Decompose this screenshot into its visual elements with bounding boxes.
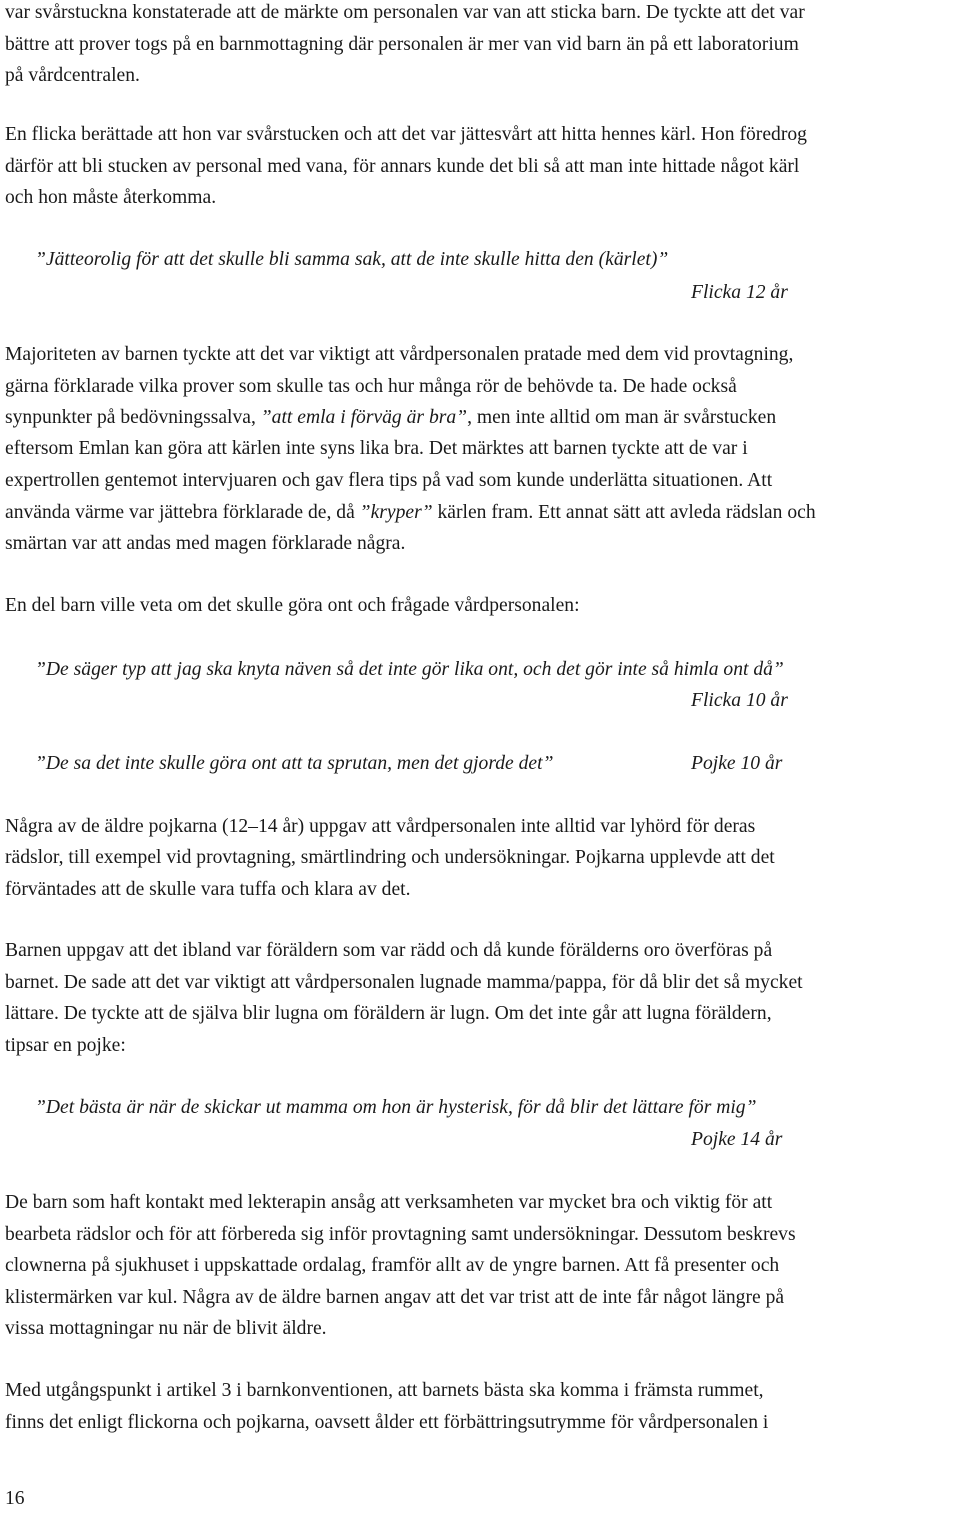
- paragraph-line: barnet. De sade att det var viktigt att vårdpersonalen lugnade mamma/pappa, för då blir det så mycket: [5, 972, 803, 993]
- block-quote: ”Jätteorolig för att det skulle bli samma sak, att de inte skulle hitta den (kärlet)”: [35, 249, 669, 270]
- paragraph-line: eftersom Emlan kan göra att kärlen inte syns lika bra. Det märktes att barnen tyckte att de var i: [5, 438, 748, 459]
- text-run: , men inte alltid om man är svårstucken: [467, 407, 777, 428]
- block-quote: ”De sa det inte skulle göra ont att ta sprutan, men det gjorde det”: [35, 753, 554, 774]
- paragraph-line: rädslor, till exempel vid provtagning, smärtlindring och undersökningar. Pojkarna upplevde att det: [5, 847, 775, 868]
- paragraph-line: tipsar en pojke:: [5, 1035, 126, 1056]
- paragraph-line: Några av de äldre pojkarna (12–14 år) uppgav att vårdpersonalen inte alltid var lyhörd för deras: [5, 816, 756, 837]
- paragraph-line: på vårdcentralen.: [5, 65, 140, 86]
- quote-attribution: Pojke 14 år: [691, 1129, 783, 1150]
- paragraph-line: En flicka berättade att hon var svårstucken och att det var jättesvårt att hitta hennes kärl. Hon föredrog: [5, 124, 807, 145]
- paragraph-line: klistermärken var kul. Några av de äldre barnen angav att det var trist att de inte får något längre på: [5, 1287, 785, 1308]
- paragraph-line: [5, 403, 776, 433]
- paragraph-line: därför att bli stucken av personal med vana, för annars kunde det bli så att man inte hittade något kärl: [5, 156, 800, 177]
- quote-attribution: Flicka 10 år: [691, 690, 788, 711]
- paragraph-line: gärna förklarade vilka prover som skulle tas och hur många rör de behövde ta. De hade också: [5, 376, 737, 397]
- inline-quote: ”att emla i förväg är bra”: [260, 407, 468, 428]
- paragraph-line: finns det enligt flickorna och pojkarna, oavsett ålder ett förbättringsutrymme för vårdpersonalen i: [5, 1412, 769, 1433]
- page-number: 16: [5, 1488, 25, 1509]
- paragraph-line: och hon måste återkomma.: [5, 187, 217, 208]
- paragraph-line: förväntades att de skulle vara tuffa och klara av det.: [5, 879, 411, 900]
- paragraph-line: En del barn ville veta om det skulle göra ont och frågade vårdpersonalen:: [5, 595, 580, 616]
- paragraph-line: vissa mottagningar nu när de blivit äldre.: [5, 1318, 327, 1339]
- paragraph-line: bättre att prover togs på en barnmottagning där personalen är mer van vid barn än på ett laboratorium: [5, 34, 799, 55]
- paragraph-line: Med utgångspunkt i artikel 3 i barnkonventionen, att barnets bästa ska komma i främsta rummet,: [5, 1380, 764, 1401]
- paragraph-line: Majoriteten av barnen tyckte att det var viktigt att vårdpersonalen pratade med dem vid provtagning,: [5, 344, 794, 365]
- paragraph-line: smärtan var att andas med magen förklarade några.: [5, 533, 406, 554]
- paragraph-line: De barn som haft kontakt med lekterapin ansåg att verksamheten var mycket bra och viktig för att: [5, 1192, 773, 1213]
- paragraph-line: Barnen uppgav att det ibland var föräldern som var rädd och då kunde förälderns oro överföras på: [5, 940, 773, 961]
- text-run: kärlen fram. Ett annat sätt att avleda rädslan och: [432, 502, 816, 523]
- paragraph-line: bearbeta rädslor och för att förbereda sig inför provtagning samt undersökningar. Dessutom beskrevs: [5, 1224, 796, 1245]
- paragraph-line: clownerna på sjukhuset i uppskattade ordalag, framför allt av de yngre barnen. Att få presenter och: [5, 1255, 780, 1276]
- quote-attribution: Pojke 10 år: [691, 753, 783, 774]
- block-quote: ”Det bästa är när de skickar ut mamma om hon är hysterisk, för då blir det lättare för mig”: [35, 1097, 757, 1118]
- text-run: använda värme var jättebra förklarade de, då: [5, 502, 360, 523]
- quote-attribution: Flicka 12 år: [691, 282, 788, 303]
- paragraph-line: var svårstuckna konstaterade att de märkte om personalen var van att sticka barn. De tyckte att det var: [5, 2, 805, 23]
- text-run: synpunkter på bedövningssalva,: [5, 407, 261, 428]
- paragraph-line: lättare. De tyckte att de själva blir lugna om föräldern är lugn. Om det inte går att lugna föräldern,: [5, 1003, 772, 1024]
- paragraph-line: expertrollen gentemot intervjuaren och gav flera tips på vad som kunde underlätta situationen. Att: [5, 470, 773, 491]
- inline-quote: ”kryper”: [359, 502, 433, 523]
- block-quote: ”De säger typ att jag ska knyta näven så det inte gör lika ont, och det gör inte så himla ont då”: [35, 659, 784, 680]
- paragraph-line: [5, 498, 816, 528]
